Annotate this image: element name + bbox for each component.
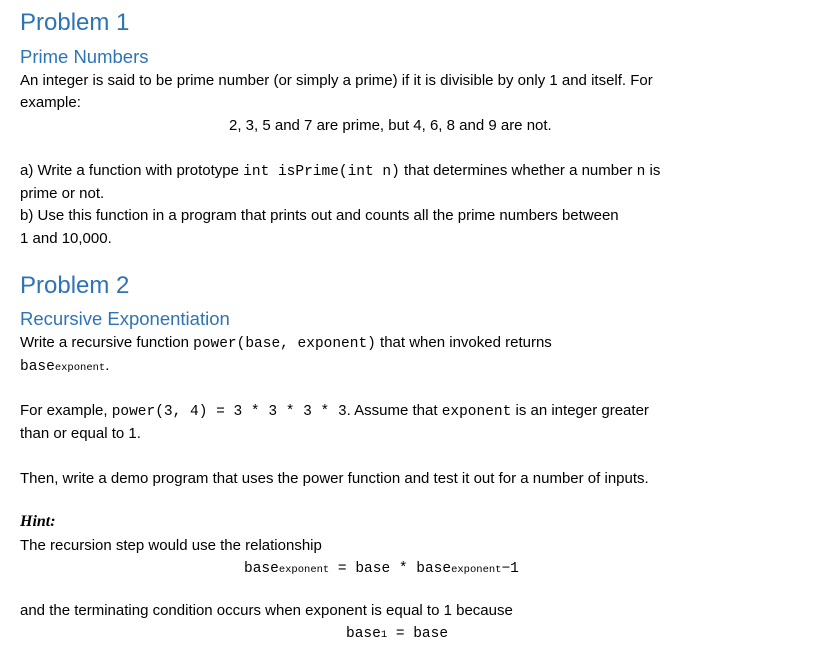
formula2-sub: 1 bbox=[380, 629, 388, 641]
part-a-mid: that determines whether a number bbox=[399, 162, 637, 179]
example-prefix: For example, bbox=[20, 402, 112, 419]
formula-exponent: exponent bbox=[278, 564, 330, 576]
desc-base: base bbox=[20, 359, 55, 375]
formula-minus-one: −1 bbox=[501, 561, 519, 577]
problem2-example-line2: than or equal to 1. bbox=[20, 425, 141, 442]
hint-line: The recursion step would use the relationship bbox=[20, 537, 322, 554]
problem1-intro-line2: example: bbox=[20, 94, 81, 111]
problem2-title: Problem 2 bbox=[20, 272, 130, 299]
formula-rhs: = base * base bbox=[329, 561, 452, 577]
desc-exponent: exponent bbox=[54, 362, 106, 374]
desc-code: power(base, exponent) bbox=[193, 336, 376, 352]
desc-dot: . bbox=[105, 357, 110, 374]
problem1-example: 2, 3, 5 and 7 are prime, but 4, 6, 8 and 9 are not. bbox=[229, 117, 552, 134]
problem1-part-b-line1: b) Use this function in a program that prints out and counts all the prime numbers between bbox=[20, 207, 619, 224]
problem2-subtitle: Recursive Exponentiation bbox=[20, 308, 230, 329]
part-a-suffix: is bbox=[645, 162, 661, 179]
problem1-part-a-line1 bbox=[20, 160, 660, 183]
problem2-desc-line1 bbox=[20, 332, 552, 355]
formula2-base: base bbox=[346, 626, 381, 642]
problem2-desc-line2 bbox=[20, 355, 109, 379]
example-suffix: is an integer greater bbox=[511, 402, 649, 419]
problem1-intro-line1: An integer is said to be prime number (or simply a prime) if it is divisible by only 1 and itself. For bbox=[20, 72, 653, 89]
terminating-line: and the terminating condition occurs when exponent is equal to 1 because bbox=[20, 602, 513, 619]
example-code: power(3, 4) = 3 * 3 * 3 * 3 bbox=[111, 404, 347, 420]
problem1-part-a-line2: prime or not. bbox=[20, 185, 105, 202]
hint-label: Hint: bbox=[20, 513, 56, 530]
base-case-formula bbox=[346, 622, 448, 646]
example-mid: . Assume that bbox=[346, 402, 442, 419]
desc-suffix: that when invoked returns bbox=[375, 334, 552, 351]
part-a-prefix: a) Write a function with prototype bbox=[20, 162, 244, 179]
part-a-var: n bbox=[636, 164, 646, 180]
recursion-formula bbox=[244, 557, 519, 581]
problem1-title: Problem 1 bbox=[20, 9, 130, 36]
formula-exponent2: exponent bbox=[451, 564, 502, 576]
formula2-rhs: = base bbox=[387, 626, 449, 642]
problem2-then-line: Then, write a demo program that uses the power function and test it out for a number of inputs. bbox=[20, 470, 649, 487]
problem2-example-line1 bbox=[20, 400, 649, 423]
desc-prefix: Write a recursive function bbox=[20, 334, 194, 351]
example-var: exponent bbox=[441, 404, 512, 420]
problem1-part-b-line2: 1 and 10,000. bbox=[20, 230, 112, 247]
part-a-code: int isPrime(int n) bbox=[243, 164, 400, 180]
formula-base: base bbox=[244, 561, 279, 577]
problem1-subtitle: Prime Numbers bbox=[20, 46, 149, 67]
